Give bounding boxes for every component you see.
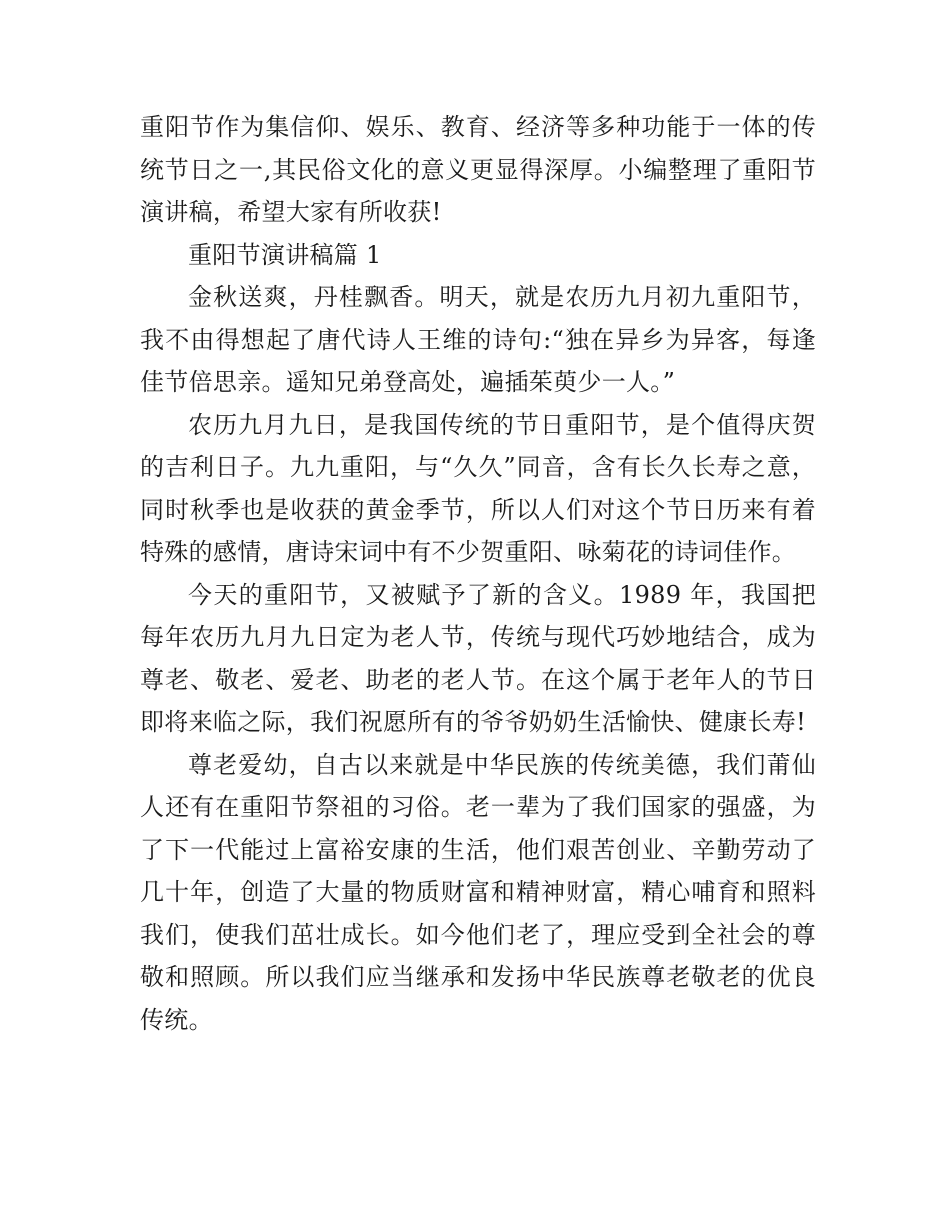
paragraph-respect-elders: 尊老爱幼，自古以来就是中华民族的传统美德，我们莆仙人还有在重阳节祭祖的习俗。老一辈为了我们国家的强盛，为了下一代能过上富裕安康的生活，他们艰苦创业、辛勤劳动了几十年，创造了大量的物质财富和精神财富，精心哺育和照料我们，使我们茁壮成长。如今他们老了，理应受到全社会的尊敬和照顾。所以我们应当继承和发扬中华民族尊老敬老的优良传统。 xyxy=(140,750,816,1034)
paragraph-elders-day: 今天的重阳节，又被赋予了新的含义。1989 年，我国把每年农历九月九日定为老人节，传统与现代巧妙地结合，成为尊老、敬老、爱老、助老的老人节。在这个属于老年人的节日即将来临之际，我们祝愿所有的爷爷奶奶生活愉快、健康长寿! xyxy=(140,580,816,736)
document-body xyxy=(140,106,816,1041)
section-heading: 重阳节演讲稿篇 1 xyxy=(188,240,382,269)
paragraph-double-ninth: 农历九月九日，是我国传统的节日重阳节，是个值得庆贺的吉利日子。九九重阳，与“久久”同音，含有长久长寿之意，同时秋季也是收获的黄金季节，所以人们对这个节日历来有着特殊的感情，唐诗宋词中有不少贺重阳、咏菊花的诗词佳作。 xyxy=(140,410,816,566)
paragraph-autumn: 金秋送爽，丹桂飘香。明天，就是农历九月初九重阳节，我不由得想起了唐代诗人王维的诗句:“独在异乡为异客，每逢佳节倍思亲。遥知兄弟登高处，遍插茱萸少一人。” xyxy=(140,283,816,396)
intro-paragraph: 重阳节作为集信仰、娱乐、教育、经济等多种功能于一体的传统节日之一,其民俗文化的意义更显得深厚。小编整理了重阳节演讲稿，希望大家有所收获! xyxy=(140,113,816,226)
